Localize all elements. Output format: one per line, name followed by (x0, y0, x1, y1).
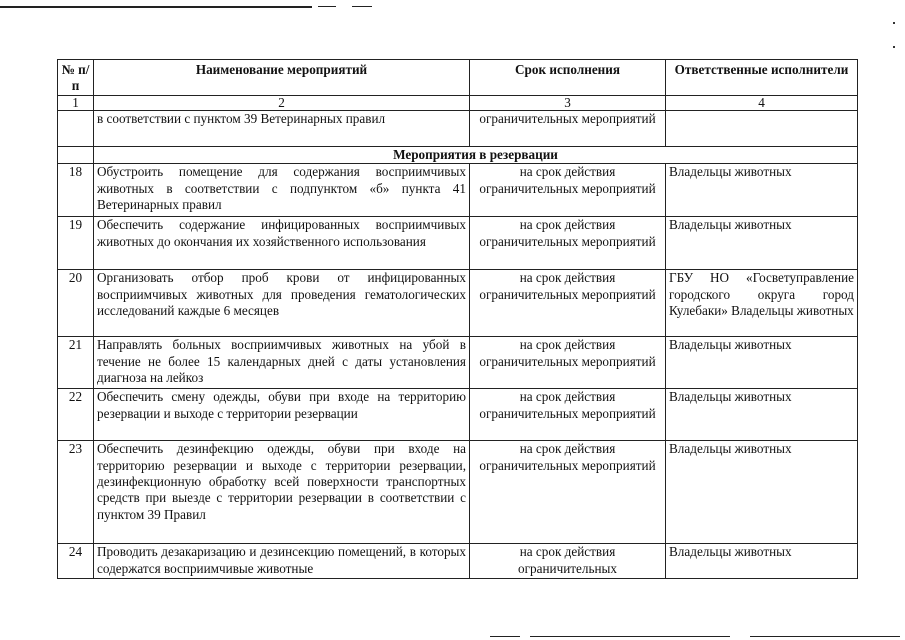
row-num: 23 (58, 441, 94, 544)
table-row (58, 441, 858, 544)
table-row-continuation (58, 110, 858, 146)
table-row (58, 544, 858, 579)
scan-artifact-dot (893, 22, 895, 24)
index-cell: 2 (94, 95, 470, 110)
header-name: Наименование мероприятий (94, 60, 470, 96)
row-responsible: Владельцы животных (666, 544, 858, 579)
row-responsible: Владельцы животных (666, 337, 858, 389)
row-responsible: Владельцы животных (666, 389, 858, 441)
table-row (58, 389, 858, 441)
index-cell: 1 (58, 95, 94, 110)
section-title: Мероприятия в резервации (94, 146, 858, 163)
header-row (58, 60, 858, 96)
scan-artifact-bottom-line (750, 636, 900, 637)
row-responsible: Владельцы животных (666, 164, 858, 217)
table-row (58, 337, 858, 389)
row-num: 24 (58, 544, 94, 579)
scan-artifact-top-line-short (352, 6, 372, 7)
scan-artifact-top-line (0, 6, 312, 8)
row-name: Обустроить помещение для содержания восприимчивых животных в соответствии с подпунктом «б» пункта 41 Ветеринарных правил (94, 164, 470, 217)
row-term: на срок действия ограничительных мероприятий (470, 441, 666, 544)
index-row (58, 95, 858, 110)
row-term: на срок действия ограничительных мероприятий (470, 164, 666, 217)
scan-artifact-bottom-line (490, 636, 520, 637)
index-cell: 4 (666, 95, 858, 110)
scan-artifact-bottom-line (530, 636, 730, 637)
section-row (58, 146, 858, 163)
header-term: Срок исполнения (470, 60, 666, 96)
row-num: 18 (58, 164, 94, 217)
scan-artifact-dot (893, 46, 895, 48)
row-name: Проводить дезакаризацию и дезинсекцию помещений, в которых содержатся восприимчивые животные (94, 544, 470, 579)
row-num: 21 (58, 337, 94, 389)
table-row (58, 217, 858, 270)
row-term: на срок действия ограничительных мероприятий (470, 217, 666, 270)
row-name: Обеспечить содержание инфицированных восприимчивых животных до окончания их хозяйственного использования (94, 217, 470, 270)
row-term: на срок действия ограничительных (470, 544, 666, 579)
table-row (58, 270, 858, 337)
row-name: Организовать отбор проб крови от инфицированных восприимчивых животных для проведения гематологических исследований каждые 6 месяцев (94, 270, 470, 337)
scan-artifact-top-line-short (318, 6, 336, 7)
measures-table (57, 59, 858, 579)
row-term: ограничительных мероприятий (470, 110, 666, 146)
row-term: на срок действия ограничительных мероприятий (470, 389, 666, 441)
section-num (58, 146, 94, 163)
row-num (58, 110, 94, 146)
index-cell: 3 (470, 95, 666, 110)
row-num: 22 (58, 389, 94, 441)
row-num: 20 (58, 270, 94, 337)
row-name: Обеспечить дезинфекцию одежды, обуви при входе на территорию резервации и выходе с территории резервации, дезинфекционную обработку всей поверхности транспортных средств при выезде с территории резервации в соответствии с пунктом 39 Правил (94, 441, 470, 544)
row-responsible: Владельцы животных (666, 441, 858, 544)
row-name: в соответствии с пунктом 39 Ветеринарных правил (94, 110, 470, 146)
table-row (58, 164, 858, 217)
header-num: № п/п (58, 60, 94, 96)
row-name: Обеспечить смену одежды, обуви при входе на территорию резервации и выходе с территории резервации (94, 389, 470, 441)
row-num: 19 (58, 217, 94, 270)
row-name: Направлять больных восприимчивых животных на убой в течение не более 15 календарных дней с даты установления диагноза на лейкоз (94, 337, 470, 389)
row-term: на срок действия ограничительных мероприятий (470, 270, 666, 337)
row-responsible: ГБУ НО «Госветуправление городского округа город Кулебаки» Владельцы животных (666, 270, 858, 337)
row-responsible: Владельцы животных (666, 217, 858, 270)
header-responsible: Ответственные исполнители (666, 60, 858, 96)
row-responsible (666, 110, 858, 146)
row-term: на срок действия ограничительных мероприятий (470, 337, 666, 389)
